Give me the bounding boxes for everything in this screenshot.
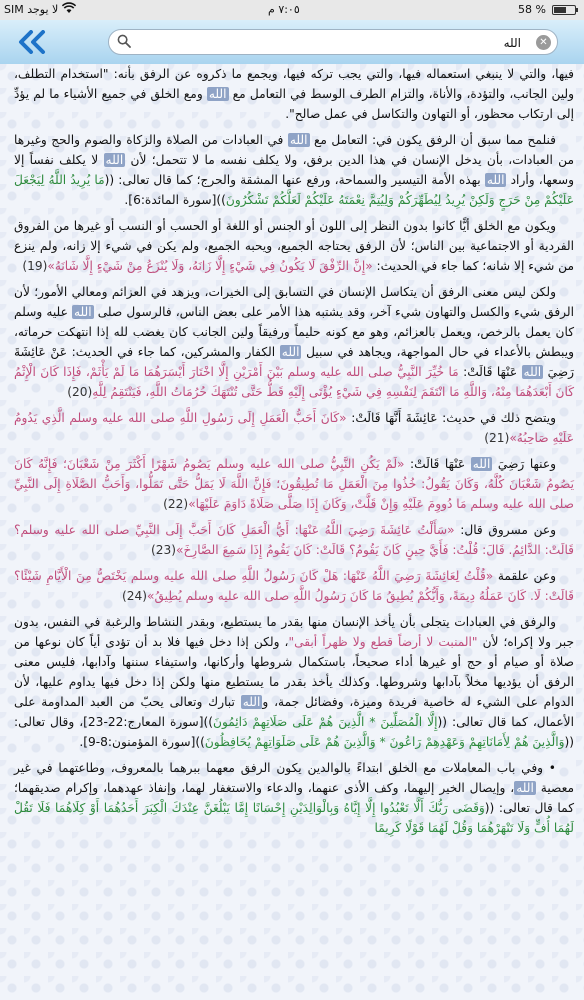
- article-body: [0, 64, 584, 838]
- text-run: فيها، والتي لا ينبغي استعماله فيها، والتي يجب تركه فيها، ويجمع ما ذكروه عن الرفق بأنه: "استخدام التطلف، ولين الجانب، والتؤدة، والأناة، والتزام الطرف الوسط في التعامل مع: [14, 67, 574, 101]
- hadith-text: «لَمْ يَكُنِ النَّبِيُّ صلى الله عليه وسلم يَصُومُ شَهْرًا أَكْثَرَ مِنْ شَعْبَانَ؛ فَإِنَّهُ كَانَ يَصُومُ شَعْبَانَ كُلَّهُ، وَكَانَ يَقُولُ: خُذُوا مِنَ الْعَمَلِ مَا تُطِيقُونَ؛ فَإِنَّ اللَّهَ لَا يَمَلُّ حَتَّى تَمَلُّوا، وَأَحَبُّ الصَّلَاةِ إِلَى النَّبِيِّ صلى الله عليه وسلم مَا دُووِمَ عَلَيْهِ وَإِنْ قَلَّتْ، وَكَانَ إِذَا صَلَّى صَلَاةً دَاوَمَ عَلَيْهَا»: [14, 457, 574, 511]
- text-run: ولكن ليس معنى الرفق أن يتكاسل الإنسان في التسابق إلى الخيرات، ويزهد في العزائم ومعالي الأمور؛ لأن الرفق شيء والكسل والتهاون شيء آخر، وقد يشتبه هذا الأمر على بعض الناس، فالرسول صلى: [14, 285, 575, 319]
- paragraph: [14, 566, 574, 606]
- paragraph: [14, 520, 574, 560]
- search-highlight: الله: [486, 173, 505, 187]
- text-run: بهذه الأمة التيسير والسماحة، ورفع عنها المشقة والحرج؛ كما قال تعالى: ((: [104, 173, 485, 187]
- text-run: لا يكلف نفساً إلا وسعها، وأراد: [14, 153, 574, 187]
- search-highlight: الله: [281, 345, 300, 359]
- search-highlight: الله: [523, 365, 542, 379]
- footnote-ref[interactable]: (24): [121, 589, 148, 603]
- hadith-text: «كَانَ أَحَبُّ الْعَمَلِ إِلَى رَسُولِ اللَّهِ صلى الله عليه وسلم الَّذِي يَدُومُ عَلَيْهِ صَاحِبُهُ»: [14, 411, 574, 445]
- wifi-icon: [62, 2, 76, 17]
- quran-verse: إِلَّا الْمُصَلِّينَ * الَّذِينَ هُمْ عَلَى صَلَاتِهِمْ دَائِمُونَ: [213, 715, 438, 729]
- paragraph: [14, 408, 574, 448]
- text-run: ))[سورة المائدة:6].: [124, 193, 226, 207]
- footnote-ref[interactable]: (23): [150, 543, 176, 557]
- clear-x-icon[interactable]: ✕: [536, 35, 551, 50]
- footnote-ref[interactable]: (22): [163, 497, 189, 511]
- carrier-label: SIM لا يوجد: [4, 3, 59, 16]
- hadith-text: «قُلْتُ لِعَائِشَةَ رَضِيَ اللَّهُ عَنْهَا: هَلْ كَانَ رَسُولُ اللَّهِ صلى الله عليه وسلم يَخْتَصُّ مِنَ الْأَيَّامِ شَيْئًا؟ قَالَتْ: لَا. كَانَ عَمَلُهُ دِيمَةً، وَأَيُّكُمْ يُطِيقُ مَا كَانَ رَسُولُ اللَّهِ صلى الله عليه وسلم يُطِيقُ»: [14, 569, 574, 603]
- text-run: ومع الخلق في جميع الأشياء ما لم يؤدِّ إلى ارتكاب محظور، أو التهاون والتكاسل في عمل صالح".: [14, 87, 574, 121]
- text-run: تبارك وتعالى يحبّ من العبد المداومة على الأعمال، كما قال تعالى: ((: [14, 695, 575, 729]
- search-highlight: الله: [105, 153, 124, 167]
- paragraph: [14, 454, 574, 514]
- text-run: ))[سورة المؤمنون:8-9].: [79, 735, 205, 749]
- paragraph: [14, 130, 574, 210]
- search-highlight: الله: [472, 457, 491, 471]
- battery-icon: [552, 5, 576, 15]
- status-bar: [0, 0, 584, 20]
- search-highlight: الله: [73, 305, 92, 319]
- footnote-ref[interactable]: (20): [67, 385, 93, 399]
- quran-verse: وَقَضَى رَبُّكَ أَلَّا تَعْبُدُوا إِلَّا إِيَّاهُ وَبِالْوَالِدَيْنِ إِحْسَانًا إِمَّا يَبْلُغَنَّ عِنْدَكَ الْكِبَرَ أَحَدُهُمَا أَوْ كِلَاهُمَا فَلَا تَقُلْ لَهُمَا أُفٍّ وَلَا تَنْهَرْهُمَا وَقُلْ لَهُمَا قَوْلًا كَرِيمًا: [14, 801, 574, 835]
- hadith-text: "المنبت لا أرضاً قطع ولا ظهراً أبقى": [288, 635, 478, 649]
- article-content[interactable]: [0, 64, 584, 1000]
- search-input[interactable]: [137, 32, 523, 54]
- footnote-ref[interactable]: (19): [22, 259, 48, 273]
- magnifier-icon: [117, 34, 131, 48]
- text-run: الكفار والمشركين، كما جاء في الحديث: عَنْ عَائِشَةَ رَضِيَ: [14, 345, 574, 379]
- search-highlight: الله: [516, 781, 534, 795]
- search-highlight: الله: [208, 87, 227, 101]
- text-run: ))[سورة المعارج:22-23]، وقال تعالى: ((: [14, 715, 574, 749]
- paragraph: [14, 612, 574, 752]
- text-run: وعن مسروق قال:: [454, 523, 557, 537]
- text-run: عَنْهَا قَالَتْ:: [404, 457, 471, 471]
- text-run: عَنْهَا قَالَتْ:: [458, 365, 522, 379]
- back-button[interactable]: [8, 26, 60, 58]
- paragraph: [14, 216, 574, 276]
- toolbar: [0, 20, 584, 65]
- double-chevron-left-icon: [17, 30, 51, 54]
- search-field[interactable]: [108, 29, 558, 55]
- text-run: ويكون مع الخلق أيًّا كانوا بدون النظر إلى اللون أو الجنس أو اللغة أو الحسب أو النسب أو غيرها من الفروق الفردية أو الاجتماعية بين الناس؛ لأن الرفق يحتاجه الجميع، ويحبه الجميع، ولم يكن في شيء إلا زانه، ولم ينزع من شيء إلا شانه؛ كما جاء في الحديث:: [14, 219, 574, 273]
- footnote-ref[interactable]: (21): [484, 431, 510, 445]
- search-highlight: الله: [289, 133, 308, 147]
- clock-label: ٧:٠٥ م: [268, 3, 300, 16]
- paragraph: [14, 64, 574, 124]
- text-run: وعنها رَضِيَ: [492, 457, 557, 471]
- hadith-text: «سَأَلْتُ عَائِشَةَ رَضِيَ اللَّهُ عَنْهَا: أَيُّ الْعَمَلِ كَانَ أَحَبَّ إِلَى النَّبِيِّ صلى الله عليه وسلم؟ قَالَتْ: الدَّائِمُ. قَالَ: قُلْتُ: فَأَيَّ حِينٍ كَانَ يَقُومُ؟ قَالَتْ: كَانَ يَقُومُ إِذَا سَمِعَ الصَّارِخَ»: [14, 523, 574, 557]
- quran-verse: مَا يُرِيدُ اللَّهُ لِيَجْعَلَ عَلَيْكُمْ مِنْ حَرَجٍ وَلَكِنْ يُرِيدُ لِيُطَهِّرَكُمْ وَلِيُتِمَّ نِعْمَتَهُ عَلَيْكُمْ لَعَلَّكُمْ تَشْكُرُونَ: [14, 173, 574, 207]
- paragraph: [14, 758, 574, 838]
- search-highlight: الله: [242, 695, 261, 709]
- text-run: ، وإيصال الخير إليهما، وكف الأذى عنهما، والدعاء والاستغفار لهما، وإنفاذ عهدهما، وإكرام صديقهما؛ كما قال تعالى: ((: [14, 781, 574, 815]
- text-run: ويتضح ذلك في حديث: عَائِشَةَ أَنَّهَا قَالَتْ:: [346, 411, 556, 425]
- text-run: • وفي باب المعاملات مع الخلق ابتداءً بالوالدين يكون الرفق معهما ببرهما بالمعروف، وطاعتهما في غير معصية: [14, 761, 574, 795]
- text-run: في العبادات من الصلاة والزكاة والصوم والحج وغيرها من العبادات، بأن يدخل الإنسان في هذا الدين برفق، ولا يكلف نفسه ما لا تتحمل؛ لأن: [14, 133, 574, 167]
- hadith-text: مَا خُيِّرَ النَّبِيُّ صلى الله عليه وسلم بَيْنَ أَمْرَيْنِ إِلَّا اخْتَارَ أَيْسَرَهُمَا مَا لَمْ يَأْثَمْ، فَإِذَا كَانَ الْإِثْمُ كَانَ أَبْعَدَهُمَا مِنْهُ، وَاللَّهِ مَا انْتَقَمَ لِنَفْسِهِ فِي شَيْءٍ يُؤْتَى إِلَيْهِ قَطُّ حَتَّى تُنْتَهَكَ حُرُمَاتُ اللَّهِ، فَيَنْتَقِمُ لِلَّهِ: [14, 365, 574, 399]
- quran-verse: وَالَّذِينَ هُمْ لِأَمَانَاتِهِمْ وَعَهْدِهِمْ رَاعُونَ * وَالَّذِينَ هُمْ عَلَى صَلَوَاتِهِمْ يُحَافِظُونَ: [204, 735, 565, 749]
- text-run: ، ولكن إذا دخل فيها فلا بد أن تؤدى أياً كان نوعها من صلاة أو صيام أو حج أو غيرها أداء صحيحاً، باستكمال شروطها وأركانها، واستيفاء سننها وآدابها، فليس معنى الرفق أن يؤديها مخلاً بآدابها وشروطها. وكذلك يأخذ بقدر ما يستطيع منها ولكن إذا دخل فيها يداوم عليها، لأن الدوام على الشيء له خاصية فريدة وميزة، وفضائل جمة، و: [14, 635, 574, 709]
- paragraph: [14, 282, 574, 402]
- text-run: والرفق في العبادات يتجلى بأن يأخذ الإنسان منها بقدر ما يستطيع، وبقدر النشاط والرغبة في النفس، بدون جبر ولا إكراه؛ لأن: [14, 615, 575, 649]
- text-run: عليه وسلم كان يعمل بالرخص، ويعمل بالعزائم، وهو مع كونه حليماً ورفيقاً ولين الجانب كان يغضب لله إذا انتهكت حرماته، ويبطش بالأعداء في حال المواجهة، ويجاهد في سبيل: [14, 305, 574, 359]
- battery-percent: 58 %: [518, 3, 546, 16]
- hadith-text: «إِنَّ الرِّفْقَ لَا يَكُونُ فِي شَيْءٍ إِلَّا زَانَهُ، وَلَا يُنْزَعُ مِنْ شَيْءٍ إِلَّا شَانَهُ»: [47, 259, 373, 273]
- text-run: وعن علقمة: [493, 569, 556, 583]
- battery-fill: [554, 7, 566, 13]
- text-run: فنلمح مما سبق أن الرفق يكون في: التعامل مع: [309, 133, 556, 147]
